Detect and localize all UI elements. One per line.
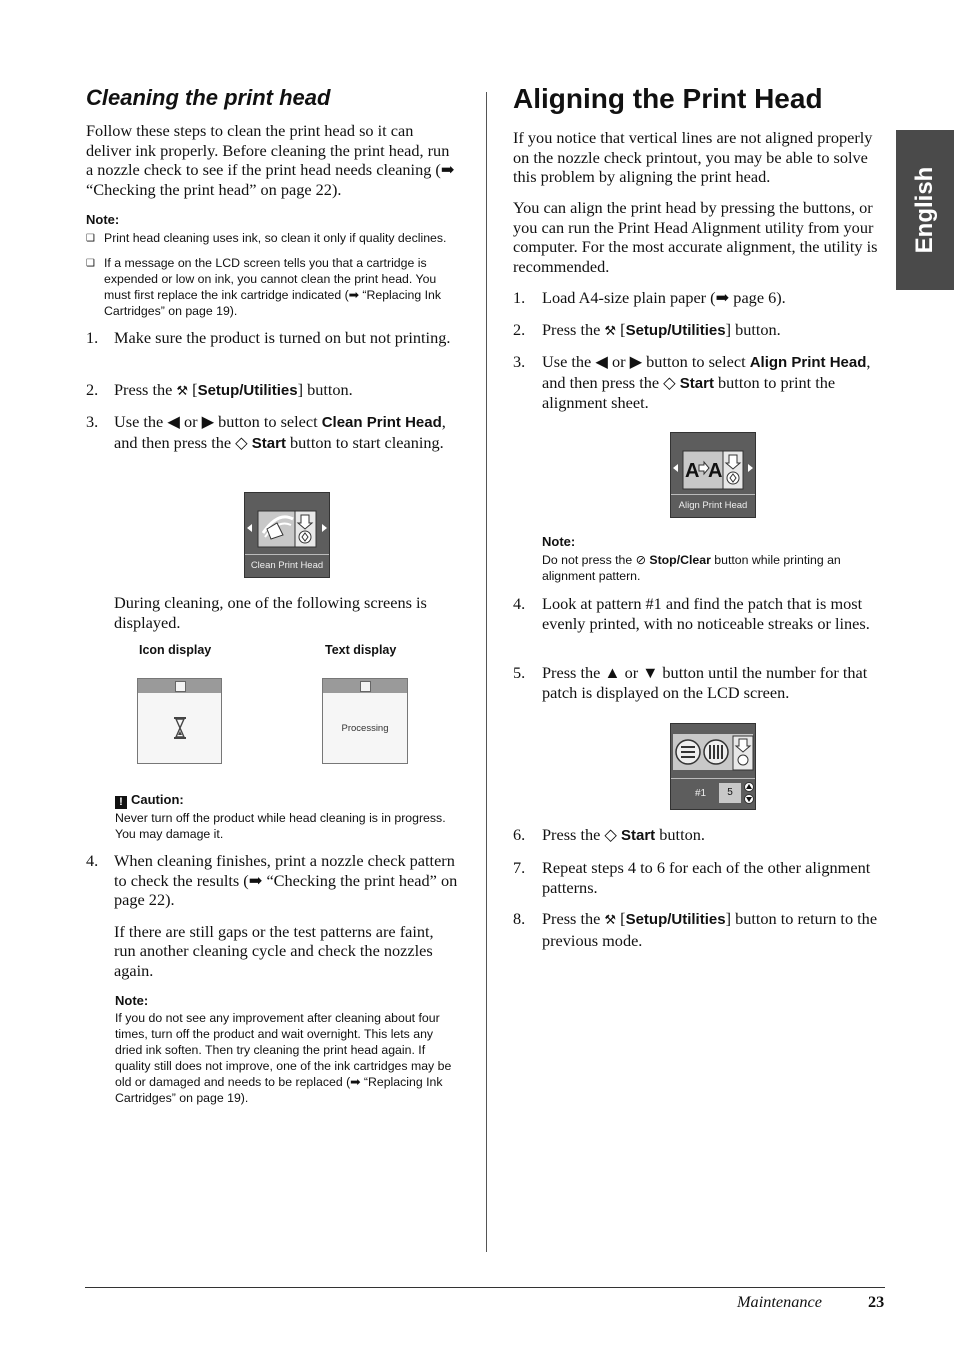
column-divider: [486, 92, 487, 1252]
align-head-icon: [671, 433, 755, 495]
icon-display-label: Icon display: [139, 643, 212, 657]
section-heading-aligning: Aligning the Print Head: [513, 83, 823, 114]
caution-heading-row: [115, 792, 184, 809]
step-text: Make sure the product is turned on but not printing.: [114, 328, 451, 347]
setup-icon: ⚒: [604, 324, 617, 339]
svg-text:A: A: [708, 460, 723, 482]
during-cleaning-text: During cleaning, one of the following screens is displayed.: [114, 593, 427, 632]
left-arrow-icon: [247, 524, 252, 532]
step-text-part: button to print the alignment sheet.: [542, 372, 836, 412]
lcd-label: Clean Print Head: [245, 554, 329, 577]
step-text-part: Use the ◀ or ▶ button to select: [114, 412, 322, 431]
caution-heading: Caution:: [131, 792, 184, 807]
step-text: Load A4-size plain paper (➡ page 6).: [542, 288, 786, 307]
step-text-part: Press the: [542, 320, 605, 339]
stop-clear-keyword: Stop/Clear: [649, 553, 711, 567]
right-arrow-icon: [322, 524, 327, 532]
svg-text:A: A: [685, 460, 700, 482]
step-number: 5.: [513, 663, 526, 682]
step-text: [114, 412, 458, 453]
step-text-part: Press the: [114, 380, 177, 399]
step-text: Look at pattern #1 and find the patch that is most evenly printed, with no noticeable streaks or lines.: [542, 594, 870, 633]
step-number: 8.: [513, 909, 526, 928]
clean-print-head-keyword: Clean Print Head: [321, 414, 442, 431]
up-down-arrows-icon: [744, 781, 754, 805]
note-text: If you do not see any improvement after cleaning about four times, turn off the product and wait overnight. This lets any dried ink soften. Then try cleaning the print head again. If quality still does not improve, one of the ink cartridges may be old or damaged and needs to be replaced (➡ “Replacing Ink Cartridges” on page 19).: [115, 1011, 452, 1105]
language-tab: [896, 130, 954, 290]
footer-section: Maintenance: [737, 1292, 822, 1311]
section-heading-cleaning: Cleaning the print head: [86, 85, 331, 110]
caution-text: Never turn off the product while head cleaning is in progress. You may damage it.: [115, 811, 446, 841]
start-keyword: Start: [679, 374, 714, 392]
step-4: [86, 851, 458, 980]
hourglass-icon: [173, 717, 187, 739]
setup-utilities-keyword: Setup/Utilities: [197, 382, 298, 399]
step-3: [86, 412, 458, 453]
step-text-part: ] button.: [725, 320, 781, 339]
step-text-part: button to start cleaning.: [285, 432, 444, 452]
lcd-label: Align Print Head: [671, 494, 755, 517]
text-display-label: Text display: [325, 643, 397, 657]
step-text-part: Use the ◀ or ▶ button to select: [542, 352, 750, 371]
note-list: [86, 230, 466, 319]
align-step-2: [513, 320, 888, 342]
step-number: 1.: [86, 328, 99, 347]
step-1: [86, 328, 458, 348]
pattern-select-row: [671, 778, 755, 809]
step-text-part: button.: [655, 825, 705, 844]
pattern-value: 5: [719, 783, 741, 803]
step-number: 4.: [513, 594, 526, 613]
align-step-1: [513, 288, 888, 308]
step-2: [86, 380, 458, 402]
page-number: 23: [868, 1292, 885, 1311]
lcd-pattern-select: [670, 723, 756, 810]
note-heading: Note:: [86, 212, 120, 227]
clean-head-icon: [245, 493, 329, 555]
step-text-part: ] button to return to the previous mode.: [542, 909, 878, 950]
note-item-text: If a message on the LCD screen tells you that a cartridge is expended or low on ink, you cannot clean the print head. You must first replace the ink cartridge indicated (➡ “Replacing Ink Cartridges” on page 19).: [104, 256, 441, 318]
step-number: 3.: [86, 412, 99, 431]
note-item: [86, 255, 466, 319]
note-item: [86, 230, 466, 246]
setup-icon: ⚒: [604, 913, 617, 928]
left-arrow-icon: [673, 464, 678, 472]
setup-utilities-keyword: Setup/Utilities: [625, 911, 726, 928]
step-text-part: , and then press the ◇: [114, 412, 446, 452]
text-display-screen: [322, 678, 408, 764]
icon-display-screen: [137, 678, 222, 764]
step-text: Press the ⚒ [Setup/Utilities] button.: [114, 380, 353, 399]
start-keyword: Start: [251, 434, 286, 452]
step-text-part: Press the: [542, 909, 605, 928]
pattern-icons: [671, 724, 755, 779]
cleaning-intro: Follow these steps to clean the print head so it can deliver ink properly. Before cleaning the print head, run a nozzle check to see if the print head needs cleaning (➡ “Checking the print head” on page 22).: [86, 121, 455, 199]
step-text-extra: If there are still gaps or the test patterns are faint, run another cleaning cycle and check the nozzles again.: [114, 921, 434, 980]
aligning-intro-1: If you notice that vertical lines are not aligned properly on the nozzle check printout, you may be able to solve this problem by aligning the print head.: [513, 128, 873, 186]
step-text-part: ] button.: [297, 380, 353, 399]
note-item-text: Print head cleaning uses ink, so clean it only if quality declines.: [104, 231, 447, 245]
right-arrow-icon: [748, 464, 753, 472]
step-text: Press the ▲ or ▼ button until the number for that patch is displayed on the LCD screen.: [542, 663, 868, 702]
language-tab-label: English: [911, 166, 938, 254]
step-number: 6.: [513, 825, 526, 844]
lcd-align-print-head: [670, 432, 756, 518]
align-step-6: [513, 825, 888, 846]
align-step-5: [513, 663, 888, 702]
screen-header: [323, 679, 407, 693]
note-heading: Note:: [542, 534, 576, 549]
note-text-part: button while printing an alignment pattern.: [542, 553, 841, 583]
step-number: 7.: [513, 858, 526, 877]
caution-icon: !: [115, 796, 127, 809]
step-text-part: , and then press the ◇: [542, 352, 871, 392]
step-number: 3.: [513, 352, 526, 371]
step-text: When cleaning finishes, print a nozzle check pattern to check the results (➡ “Checking the print head” on page 22).: [114, 851, 458, 909]
step-text: Repeat steps 4 to 6 for each of the other alignment patterns.: [542, 858, 871, 897]
start-keyword: Start: [621, 827, 656, 844]
note-text-part: Do not press the ⊘: [542, 553, 650, 567]
align-step-7: [513, 858, 888, 897]
setup-utilities-keyword: Setup/Utilities: [625, 322, 726, 339]
checkbox-bullet-icon: ❑: [86, 233, 95, 244]
align-step-3: [513, 352, 888, 413]
align-print-head-keyword: Align Print Head: [749, 354, 867, 371]
align-step-4: [513, 594, 888, 633]
screen-header: [138, 679, 221, 693]
step-text-part: Press the ◇: [542, 825, 621, 844]
note-text: [542, 552, 882, 584]
setup-icon: ⚒: [176, 384, 189, 399]
info-icon: [360, 681, 371, 692]
lcd-clean-print-head: [244, 492, 330, 578]
step-text: [542, 825, 888, 846]
align-step-8: [513, 909, 888, 950]
step-number: 1.: [513, 288, 526, 307]
step-number: 2.: [86, 380, 99, 399]
footer-rule: [85, 1287, 885, 1288]
aligning-intro-2: You can align the print head by pressing the buttons, or you can run the Print Head Alignment utility from your computer. For the most accurate alignment, the utility is recommended.: [513, 198, 878, 276]
processing-text: Processing: [341, 723, 389, 734]
step-text: Press the ⚒ [Setup/Utilities] button.: [542, 320, 781, 339]
info-icon: [175, 681, 186, 692]
step-text: Press the ⚒ [Setup/Utilities] button to return to the previous mode.: [542, 909, 878, 950]
step-text: [542, 352, 888, 413]
pattern-number: #1: [695, 788, 707, 799]
step-number: 2.: [513, 320, 526, 339]
note-heading: Note:: [115, 993, 149, 1008]
step-number: 4.: [86, 851, 99, 870]
checkbox-bullet-icon: ❑: [86, 258, 95, 269]
